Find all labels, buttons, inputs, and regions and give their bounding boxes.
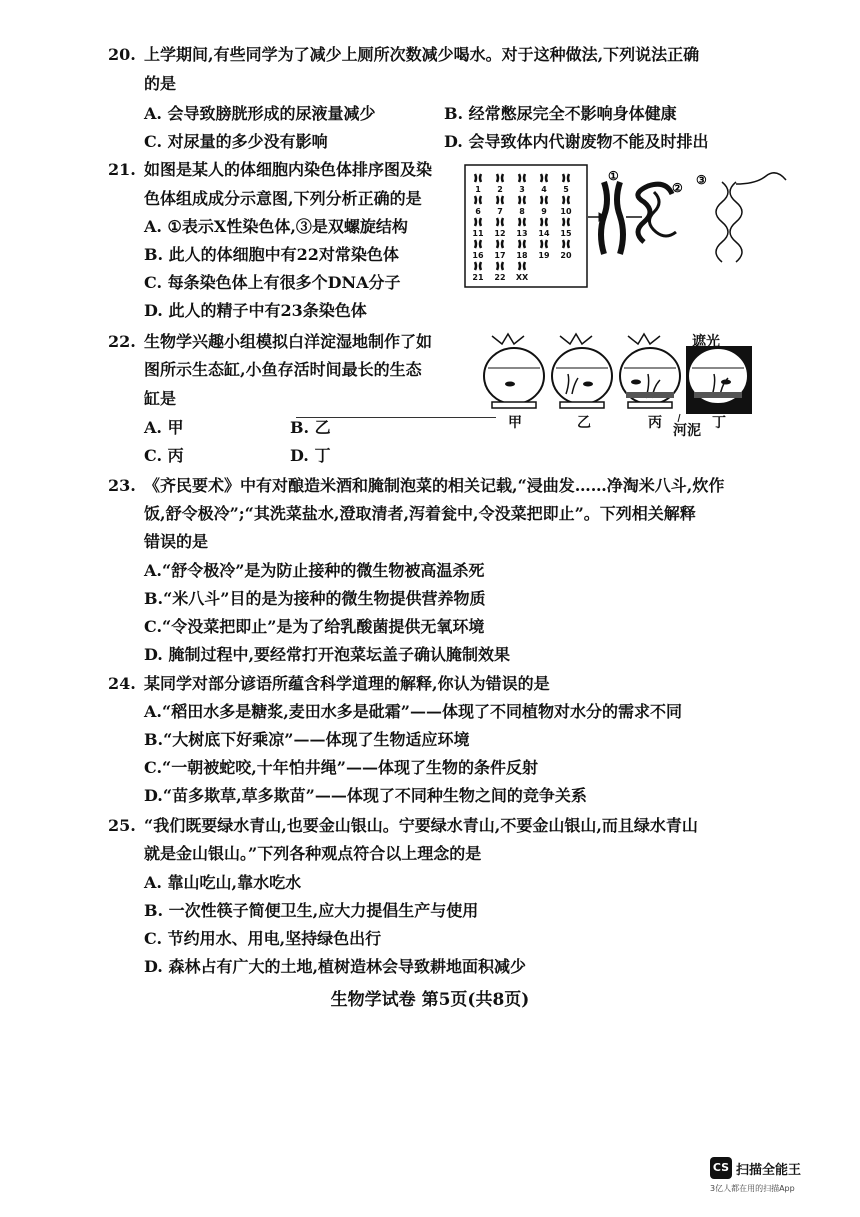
q25-stem-line2: 就是金山银山。”下列各种观点符合以上理念的是 <box>144 844 482 863</box>
q20-stem-text1: 上学期间,有些同学为了减少上厕所次数减少喝水。对于这种做法,下列说法正确 <box>144 45 700 64</box>
karyotype-label: 12 <box>494 229 506 238</box>
mud-label: 河泥 <box>673 423 701 439</box>
scanner-logo-subtitle: 3亿人都在用的扫描App <box>710 1184 795 1193</box>
mark-3: ③ <box>696 173 707 187</box>
q24-option-b: B.“大树底下好乘凉”——体现了生物适应环境 <box>144 730 470 749</box>
shade-label: 遮光 <box>692 334 720 350</box>
q25-option-d: D. 森林占有广大的土地,植树造林会导致耕地面积减少 <box>144 957 527 976</box>
q22-option-a: A. 甲 <box>144 418 184 437</box>
q24-stem-text1: 某同学对部分谚语所蕴含科学道理的解释,你认为错误的是 <box>144 674 550 693</box>
q22-option-b: B. 乙 <box>290 418 331 437</box>
q20-stem-line1 <box>108 44 699 66</box>
q22-stem-text1: 生物学兴趣小组模拟白洋淀湿地制作了如 <box>144 332 433 351</box>
tank-ding <box>686 346 752 414</box>
karyotype-label: 1 <box>475 185 481 194</box>
karyotype-label: 10 <box>560 207 572 216</box>
q25-stem-text1: “我们既要绿水青山,也要金山银山。宁要绿水青山,不要金山银山,而且绿水青山 <box>144 816 698 835</box>
q24-option-c: C.“一朝被蛇咬,十年怕井绳”——体现了生物的条件反射 <box>144 758 539 777</box>
q23-option-a: A.“舒令极冷”是为防止接种的微生物被高温杀死 <box>144 561 485 580</box>
q25-number: 25. <box>108 816 136 835</box>
q22-option-c: C. 丙 <box>144 446 184 465</box>
scan-line <box>296 417 496 418</box>
q23-number: 23. <box>108 476 136 495</box>
karyotype-label: 8 <box>519 207 525 216</box>
q23-option-b: B.“米八斗”目的是为接种的微生物提供营养物质 <box>144 589 486 608</box>
karyotype-label: 22 <box>494 273 506 282</box>
karyotype-label: 17 <box>494 251 506 260</box>
q23-stem-text1: 《齐民要术》中有对酿造米酒和腌制泡菜的相关记载,“浸曲发……净淘米八斗,炊作 <box>144 476 725 495</box>
q23-option-c: C.“令没菜把即止”是为了给乳酸菌提供无氧环境 <box>144 617 485 636</box>
karyotype-label: 7 <box>497 207 503 216</box>
q24-option-d: D.“苗多欺草,草多欺苗”——体现了不同种生物之间的竞争关系 <box>144 786 587 805</box>
karyotype-label: 18 <box>516 251 528 260</box>
q20-stem-line2: 的是 <box>144 74 177 93</box>
q20-option-b: B. 经常憋尿完全不影响身体健康 <box>444 104 677 123</box>
tank-label-yi: 乙 <box>577 415 591 431</box>
q22-number: 22. <box>108 332 136 351</box>
tank-label-jia: 甲 <box>508 415 522 431</box>
karyotype-label: 13 <box>516 229 528 238</box>
q21-option-a: A. ①表示X性染色体,③是双螺旋结构 <box>144 217 408 236</box>
scanner-logo-icon: CS <box>710 1157 732 1179</box>
q20-option-a: A. 会导致膀胱形成的尿液量减少 <box>144 104 376 123</box>
q25-option-c: C. 节约用水、用电,坚持绿色出行 <box>144 929 382 948</box>
q24-option-a: A.“稻田水多是糖浆,麦田水多是砒霜”——体现了不同植物对水分的需求不同 <box>144 702 682 721</box>
page-footer: 生物学试卷 第5页(共8页) <box>330 990 530 1010</box>
q21-option-b: B. 此人的体细胞中有22对常染色体 <box>144 245 399 264</box>
mark-2: ② <box>672 181 683 195</box>
karyotype-label: 4 <box>541 185 547 194</box>
q21-option-d: D. 此人的精子中有23条染色体 <box>144 301 367 320</box>
karyotype-label: 15 <box>560 229 572 238</box>
q20-number: 20. <box>108 45 136 64</box>
karyotype-label: 20 <box>560 251 572 260</box>
q21-number: 21. <box>108 160 136 179</box>
karyotype-label: 16 <box>472 251 484 260</box>
karyotype-label: 9 <box>541 207 547 216</box>
q22-stem-line1 <box>108 331 432 353</box>
tank-yi <box>552 334 612 408</box>
karyotype-label: 3 <box>519 185 525 194</box>
karyotype-label: XX <box>515 273 529 282</box>
q24-stem-line1 <box>108 673 550 695</box>
q23-stem-line2: 饭,舒令极冷”;“其洗菜盐水,澄取清者,泻着瓮中,令没菜把即止”。下列相关解释 <box>144 504 696 523</box>
tank-jia <box>484 334 544 408</box>
karyotype-label: 14 <box>538 229 550 238</box>
scanner-logo-name: 扫描全能王 <box>736 1163 802 1178</box>
karyotype-label: 19 <box>538 251 550 260</box>
q25-option-a: A. 靠山吃山,靠水吃水 <box>144 873 302 892</box>
karyotype-label: 5 <box>563 185 569 194</box>
karyotype-label: 2 <box>497 185 503 194</box>
q23-stem-line1 <box>108 475 724 497</box>
q21-stem-line2: 色体组成成分示意图,下列分析正确的是 <box>144 189 422 208</box>
q21-stem-text1: 如图是某人的体细胞内染色体排序图及染 <box>144 160 433 179</box>
karyotype-label: 21 <box>472 273 484 282</box>
karyotype-figure <box>464 162 794 290</box>
q21-stem-line1 <box>108 159 432 181</box>
q22-stem-line3: 缸是 <box>144 389 177 408</box>
q22-option-d: D. 丁 <box>290 446 331 465</box>
q25-stem-line1 <box>108 815 698 837</box>
q20-option-d: D. 会导致体内代谢废物不能及时排出 <box>444 132 709 151</box>
q21-option-c: C. 每条染色体上有很多个DNA分子 <box>144 273 401 292</box>
q20-option-c: C. 对尿量的多少没有影响 <box>144 132 328 151</box>
tank-label-bing: 丙 <box>648 415 662 431</box>
q25-option-b: B. 一次性筷子简便卫生,应大力提倡生产与使用 <box>144 901 479 920</box>
mark-1: ① <box>608 169 619 183</box>
q24-number: 24. <box>108 674 136 693</box>
q22-stem-line2: 图所示生态缸,小鱼存活时间最长的生态 <box>144 360 422 379</box>
q23-option-d: D. 腌制过程中,要经常打开泡菜坛盖子确认腌制效果 <box>144 645 511 664</box>
scanner-logo <box>710 1157 820 1197</box>
tank-bing <box>620 334 680 408</box>
q23-stem-line3: 错误的是 <box>144 532 209 551</box>
tank-label-ding: 丁 <box>712 415 726 431</box>
karyotype-label: 11 <box>472 229 484 238</box>
karyotype-label: 6 <box>475 207 481 216</box>
